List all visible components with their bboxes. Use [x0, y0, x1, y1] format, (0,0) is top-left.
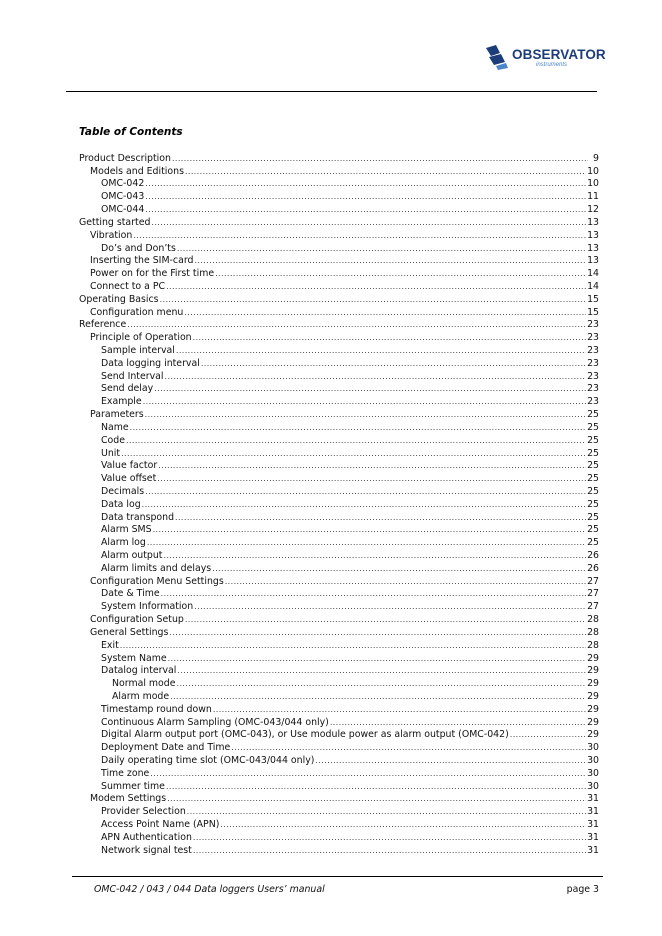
toc-entry-title: Do’s and Don’ts [101, 242, 176, 254]
toc-entry[interactable] [79, 779, 599, 792]
toc-entry[interactable] [79, 215, 599, 228]
toc-dot-leader [133, 230, 586, 241]
toc-entry[interactable] [79, 177, 599, 190]
toc-entry[interactable] [79, 728, 599, 741]
toc-dot-leader [145, 409, 586, 420]
toc-dot-leader [184, 307, 586, 318]
toc-dot-leader [158, 460, 586, 471]
toc-entry-page: 27 [587, 601, 599, 613]
toc-dot-leader [145, 191, 586, 202]
toc-entry-title: Alarm SMS [101, 524, 152, 536]
toc-entry[interactable] [79, 254, 599, 267]
toc-entry[interactable] [79, 804, 599, 817]
toc-entry[interactable] [79, 459, 599, 472]
toc-entry-title: Name [101, 421, 129, 433]
toc-dot-leader [172, 153, 588, 164]
toc-entry[interactable] [79, 151, 599, 164]
toc-entry-page: 23 [587, 357, 599, 369]
toc-entry[interactable] [79, 587, 599, 600]
toc-entry-title: Connect to a PC [90, 280, 166, 292]
toc-entry-title: Configuration Menu Settings [90, 575, 224, 587]
toc-entry[interactable] [79, 561, 599, 574]
toc-entry-title: Digital Alarm output port (OMC-043), or Use module power as alarm output (OMC-042) [101, 729, 509, 741]
toc-entry[interactable] [79, 330, 599, 343]
toc-entry-page: 13 [587, 216, 599, 228]
toc-entry-title: Parameters [90, 409, 144, 421]
toc-entry-title: Alarm limits and delays [101, 562, 212, 574]
toc-entry-page: 28 [587, 639, 599, 651]
toc-entry-page: 29 [587, 690, 599, 702]
toc-entry-title: Value factor [101, 460, 158, 472]
toc-dot-leader [168, 653, 586, 664]
toc-entry[interactable] [79, 625, 599, 638]
toc-dot-leader [150, 768, 586, 779]
toc-dot-leader [177, 665, 586, 676]
toc-entry-page: 31 [587, 806, 599, 818]
toc-entry-title: General Settings [90, 626, 169, 638]
toc-dot-leader [215, 268, 586, 279]
toc-entry-title: Deployment Date and Time [101, 742, 231, 754]
toc-entry[interactable] [79, 356, 599, 369]
toc-entry[interactable] [79, 689, 599, 702]
toc-entry-title: Data logging interval [101, 357, 200, 369]
toc-entry-page: 28 [587, 626, 599, 638]
toc-entry-title: Reference [79, 319, 127, 331]
toc-entry-page: 25 [587, 421, 599, 433]
toc-entry-page: 29 [587, 665, 599, 677]
toc-entry-page: 30 [587, 780, 599, 792]
toc-entry-title: Power on for the First time [90, 268, 215, 280]
toc-entry-title: Principle of Operation [90, 332, 192, 344]
toc-entry[interactable] [79, 382, 599, 395]
toc-entry-title: Send Interval [101, 370, 164, 382]
toc-entry-title: APN Authentication [101, 831, 192, 843]
toc-title: Table of Contents [79, 126, 183, 138]
toc-entry-title: Network signal test [101, 844, 192, 856]
toc-entry[interactable] [79, 446, 599, 459]
toc-entry[interactable] [79, 497, 599, 510]
toc-entry-page: 25 [587, 511, 599, 523]
toc-dot-leader [121, 448, 586, 459]
toc-entry-title: Summer time [101, 780, 165, 792]
toc-entry[interactable] [79, 651, 599, 664]
toc-entry-page: 26 [587, 562, 599, 574]
toc-entry-title: Modem Settings [90, 793, 167, 805]
toc-entry[interactable] [79, 830, 599, 843]
toc-dot-leader [176, 345, 586, 356]
toc-entry[interactable] [79, 843, 599, 856]
toc-entry-page: 25 [587, 498, 599, 510]
toc-entry-title: Value offset [101, 473, 157, 485]
toc-dot-leader [170, 691, 586, 702]
toc-entry-title: Decimals [101, 485, 145, 497]
toc-entry-title: Vibration [90, 229, 133, 241]
toc-entry[interactable] [79, 753, 599, 766]
toc-dot-leader [201, 358, 586, 369]
toc-entry-page: 29 [587, 729, 599, 741]
toc-entry[interactable] [79, 433, 599, 446]
footer-document-title: OMC-042 / 043 / 044 Data loggers Users’ manual [94, 884, 325, 895]
toc-entry-page: 27 [587, 588, 599, 600]
toc-entry-page: 30 [587, 742, 599, 754]
toc-entry-page: 25 [587, 524, 599, 536]
toc-entry-page: 23 [587, 370, 599, 382]
toc-entry[interactable] [79, 676, 599, 689]
toc-entry-title: System Information [101, 601, 194, 613]
logo-wordmark: OBSERVATOR [512, 47, 606, 62]
toc-entry-page: 9 [593, 152, 599, 164]
toc-dot-leader [169, 627, 586, 638]
toc-entry-page: 13 [587, 242, 599, 254]
toc-entry-page: 10 [587, 178, 599, 190]
toc-entry-page: 29 [587, 716, 599, 728]
toc-entry-page: 31 [587, 831, 599, 843]
toc-entry[interactable] [79, 407, 599, 420]
toc-entry[interactable] [79, 484, 599, 497]
toc-entry-title: Data log [101, 498, 141, 510]
toc-dot-leader [165, 371, 587, 382]
toc-dot-leader [187, 806, 586, 817]
toc-dot-leader [142, 499, 586, 510]
toc-dot-leader [194, 255, 586, 266]
toc-entry-title: Configuration menu [90, 306, 184, 318]
toc-entry-page: 29 [587, 678, 599, 690]
toc-entry-title: Date & Time [101, 588, 160, 600]
toc-entry-page: 29 [587, 652, 599, 664]
toc-dot-leader [151, 217, 586, 228]
toc-dot-leader [231, 742, 586, 753]
toc-entry[interactable] [79, 369, 599, 382]
toc-entry-title: Data transpond [101, 511, 175, 523]
toc-dot-leader [160, 294, 587, 305]
toc-entry-page: 27 [587, 575, 599, 587]
toc-entry-page: 25 [587, 537, 599, 549]
toc-entry-page: 12 [587, 204, 599, 216]
toc-dot-leader [161, 588, 586, 599]
toc-dot-leader [166, 281, 586, 292]
toc-entry-title: Product Description [79, 152, 171, 164]
toc-dot-leader [315, 755, 586, 766]
toc-entry-page: 30 [587, 767, 599, 779]
toc-entry-page: 25 [587, 409, 599, 421]
toc-entry-page: 29 [587, 703, 599, 715]
toc-dot-leader [193, 832, 586, 843]
toc-entry-page: 25 [587, 473, 599, 485]
toc-dot-leader [510, 729, 586, 740]
toc-entry-page: 25 [587, 485, 599, 497]
toc-entry[interactable] [79, 279, 599, 292]
toc-entry[interactable] [79, 318, 599, 331]
toc-dot-leader [220, 819, 586, 830]
toc-entry[interactable] [79, 817, 599, 830]
logo-tagline: instruments [536, 62, 568, 68]
toc-entry-title: Normal mode [112, 678, 176, 690]
toc-entry[interactable] [79, 535, 599, 548]
toc-entry-page: 25 [587, 447, 599, 459]
header-divider [66, 91, 597, 92]
toc-dot-leader [157, 473, 586, 484]
toc-entry[interactable] [79, 792, 599, 805]
toc-entry-page: 23 [587, 332, 599, 344]
toc-entry-page: 14 [587, 268, 599, 280]
toc-entry[interactable] [79, 766, 599, 779]
toc-entry-title: Time zone [101, 767, 150, 779]
toc-entry-title: Provider Selection [101, 806, 186, 818]
toc-dot-leader [145, 204, 586, 215]
toc-dot-leader [212, 563, 586, 574]
toc-entry-title: Code [101, 434, 126, 446]
toc-entry[interactable] [79, 612, 599, 625]
footer-divider [72, 876, 603, 877]
toc-entry-title: Alarm output [101, 550, 163, 561]
toc-entry-title: Operating Basics [79, 293, 159, 305]
toc-entry[interactable] [79, 241, 599, 254]
toc-dot-leader [193, 332, 586, 343]
toc-entry-title: OMC-043 [101, 191, 145, 203]
toc-dot-leader [126, 435, 586, 446]
toc-entry[interactable] [79, 599, 599, 612]
toc-dot-leader [213, 704, 586, 715]
toc-dot-leader [153, 524, 587, 535]
toc-dot-leader [145, 178, 586, 189]
toc-entry-page: 23 [587, 345, 599, 356]
toc-entry-page: 28 [587, 614, 599, 626]
toc-dot-leader [185, 166, 586, 177]
toc-entry-page: 31 [587, 844, 599, 856]
toc-entry-title: Access Point Name (APN) [101, 819, 220, 831]
toc-entry-page: 14 [587, 280, 599, 292]
toc-entry-page: 31 [587, 793, 599, 805]
toc-entry-title: Configuration Setup [90, 614, 184, 626]
toc-dot-leader [225, 576, 586, 587]
toc-entry-title: Datalog interval [101, 665, 177, 677]
toc-entry[interactable] [79, 638, 599, 651]
toc-dot-leader [185, 614, 586, 625]
toc-entry-title: Getting started [79, 216, 151, 228]
toc-dot-leader [143, 396, 586, 407]
toc-dot-leader [130, 422, 586, 433]
toc-entry-title: OMC-042 [101, 178, 145, 190]
toc-entry-page: 10 [587, 165, 599, 177]
observator-logo [484, 44, 604, 70]
toc-entry[interactable] [79, 664, 599, 677]
toc-entry[interactable] [79, 394, 599, 407]
table-of-contents [79, 151, 599, 856]
toc-dot-leader [164, 550, 587, 561]
toc-entry-page: 23 [587, 383, 599, 395]
toc-entry[interactable] [79, 305, 599, 318]
toc-entry[interactable] [79, 292, 599, 305]
toc-entry-page: 25 [587, 460, 599, 472]
toc-entry[interactable] [79, 266, 599, 279]
toc-entry-title: Unit [101, 447, 121, 459]
toc-entry-page: 31 [587, 819, 599, 831]
toc-entry[interactable] [79, 715, 599, 728]
toc-entry-title: OMC-044 [101, 204, 145, 216]
toc-dot-leader [167, 793, 586, 804]
toc-entry-page: 15 [587, 293, 599, 305]
toc-entry[interactable] [79, 740, 599, 753]
toc-entry[interactable] [79, 471, 599, 484]
toc-entry[interactable] [79, 702, 599, 715]
toc-dot-leader [193, 845, 586, 856]
toc-entry[interactable] [79, 510, 599, 523]
toc-dot-leader [166, 781, 586, 792]
toc-entry[interactable] [79, 523, 599, 536]
toc-entry-page: 15 [587, 306, 599, 318]
toc-entry[interactable] [79, 420, 599, 433]
toc-entry-title: Alarm log [101, 537, 146, 549]
toc-dot-leader [177, 243, 586, 254]
toc-dot-leader [147, 537, 586, 548]
toc-dot-leader [194, 601, 586, 612]
toc-entry-page: 25 [587, 434, 599, 446]
toc-entry-title: Timestamp round down [101, 703, 212, 715]
toc-entry-page: 13 [587, 229, 599, 241]
toc-dot-leader [175, 512, 586, 523]
toc-entry-title: Daily operating time slot (OMC-043/044 only) [101, 755, 315, 766]
toc-entry-title: Continuous Alarm Sampling (OMC-043/044 only) [101, 716, 329, 728]
footer-page-number: page 3 [566, 884, 599, 895]
toc-entry-title: System Name [101, 652, 167, 664]
toc-entry-title: Exit [101, 639, 119, 651]
toc-entry-title: Alarm mode [112, 690, 170, 702]
toc-entry[interactable] [79, 548, 599, 561]
toc-entry-page: 23 [587, 396, 599, 408]
toc-entry[interactable] [79, 343, 599, 356]
toc-entry-title: Models and Editions [90, 165, 184, 177]
toc-entry-title: Sample interval [101, 345, 175, 356]
toc-entry-title: Example [101, 396, 142, 408]
toc-entry[interactable] [79, 189, 599, 202]
toc-entry-title: Send delay [101, 383, 154, 395]
observator-logo-icon [484, 44, 514, 70]
toc-entry-page: 13 [587, 255, 599, 267]
toc-entry[interactable] [79, 164, 599, 177]
toc-entry-page: 26 [587, 550, 599, 561]
toc-entry-page: 30 [587, 755, 599, 766]
toc-dot-leader [145, 486, 586, 497]
toc-entry-title: Inserting the SIM-card [90, 255, 194, 267]
toc-entry-page: 23 [587, 319, 599, 331]
toc-dot-leader [154, 383, 586, 394]
toc-entry-page: 11 [587, 191, 599, 203]
toc-dot-leader [127, 319, 586, 330]
toc-dot-leader [330, 717, 586, 728]
toc-entry[interactable] [79, 202, 599, 215]
toc-dot-leader [120, 640, 586, 651]
toc-dot-leader [177, 678, 587, 689]
toc-entry[interactable] [79, 228, 599, 241]
toc-entry[interactable] [79, 574, 599, 587]
